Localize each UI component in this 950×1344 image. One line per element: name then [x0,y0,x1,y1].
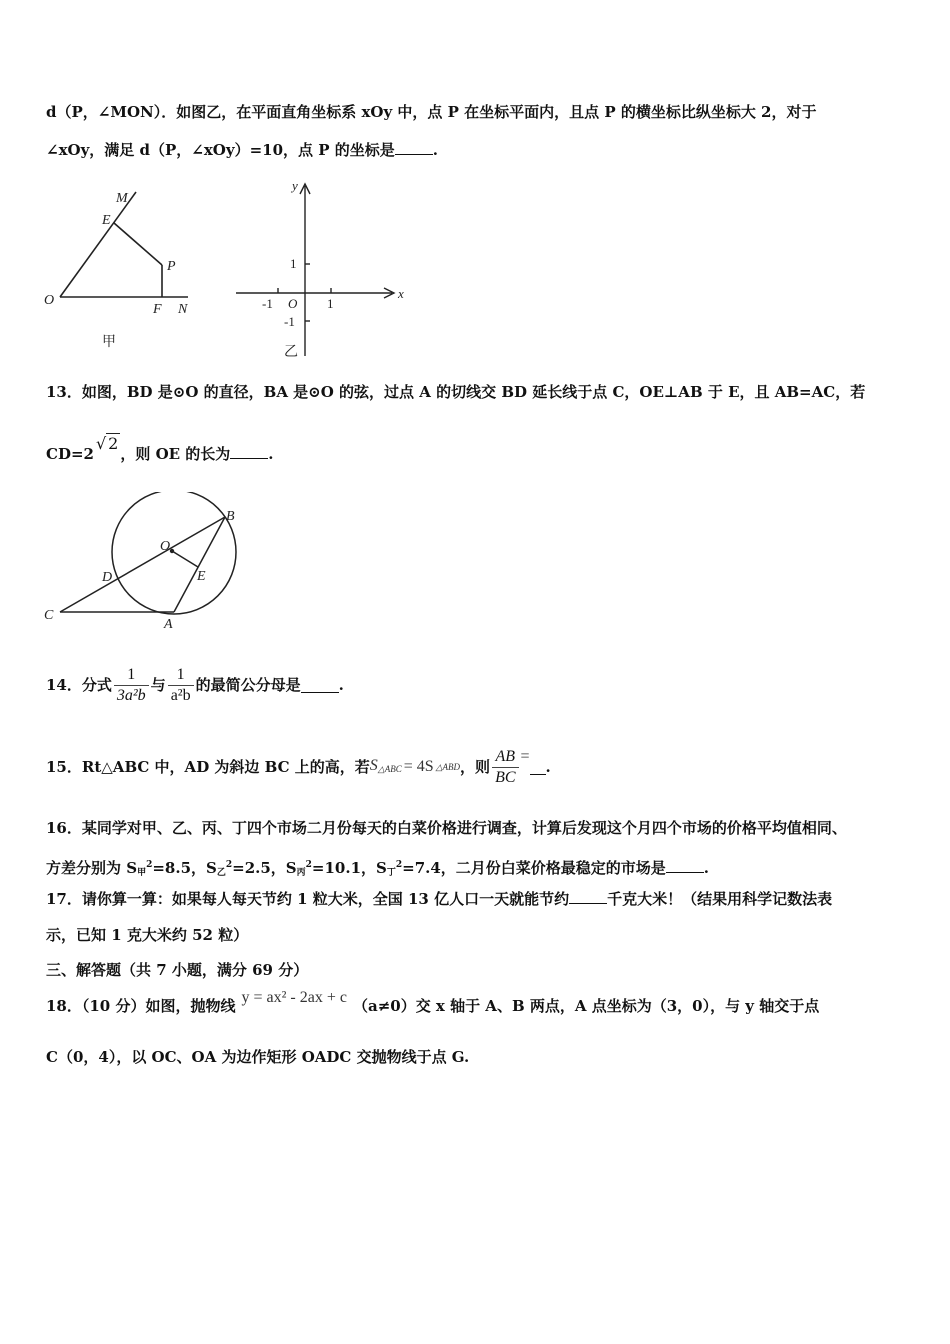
q13-line2-text: ，则 OE 的长为 [120,445,231,463]
q14-line [46,650,344,720]
sqrt-sign-icon: √ [95,434,107,453]
segment-oe [172,551,198,567]
figure-yi [232,176,412,362]
label-f: F [153,302,162,317]
figure-circle [40,492,250,634]
q15-answer-blank [530,760,546,775]
q16-part-c: =2.5，S [232,859,297,877]
label-y-one: 1 [290,256,297,271]
label-b: B [226,509,235,524]
q12-line2-text: ∠xOy，满足 d（P，∠xOy）=10，点 P 的坐标是 [46,141,395,159]
center-point [170,549,174,553]
fraction-ab-bc [492,747,518,788]
q14-connector: 与 [150,676,166,694]
caption-jia: 甲 [102,335,116,350]
sub-ding: 丁 [386,868,396,878]
label-o: O [160,539,171,554]
sub-jia: 甲 [137,868,147,878]
q18-prefix: 18．（10 分）如图，抛物线 [46,997,236,1015]
q18-line2: C（0，4），以 OC、OA 为边作矩形 OADC 交抛物线于点 G. [46,1048,470,1066]
sup-2-c: 2 [305,860,312,870]
fraction-1-den: 3a²b [114,685,149,706]
label-e: E [102,213,111,228]
s-abc-letter: S [369,756,378,774]
ray-om [60,192,136,297]
sup-2-d: 2 [395,860,403,870]
label-y-axis: y [292,178,298,193]
fraction-2-den: a²b [168,685,194,706]
figure-jia [40,182,200,354]
q13-line1: 13．如图，BD 是⊙O 的直径，BA 是⊙O 的弦，过点 A 的切线交 BD 延长线于点 C，OE⊥AB 于 E，且 AB=AC，若 [46,383,866,401]
q17-line1 [46,889,832,909]
q12-line2-end: . [432,141,438,159]
equals-four-s: = 4S [403,758,434,775]
q17-part-a: 17．请你算一算：如果每人每天节约 1 粒大米，全国 13 亿人口一天就能节约 [46,890,570,908]
fraction-bc: BC [492,767,518,788]
q14-end: . [338,676,344,694]
label-n: N [178,302,188,317]
fraction-ab: AB [495,747,516,765]
label-d: D [102,570,113,585]
sub-bing: 丙 [296,868,306,878]
q16-end: . [703,859,710,877]
sqrt-radicand: 2 [108,434,119,453]
label-x-axis: x [398,286,404,301]
q17-answer-blank [569,889,607,904]
label-c: C [44,608,54,623]
q14-prefix: 14．分式 [46,676,112,694]
q16-part-e: =7.4，二月份白菜价格最稳定的市场是 [402,859,666,877]
q15-line [46,732,551,802]
parabola-formula: y = ax² - 2ax + c [241,989,347,1006]
q16-part-a: 方差分别为 S [46,859,138,877]
q16-part-d: =10.1，S [311,859,387,877]
q15-end: . [545,758,551,776]
q16-part-b: =8.5，S [152,859,217,877]
label-o: O [44,293,55,308]
label-x-neg-one: -1 [262,296,273,311]
q12-line1: d（P，∠MON）．如图乙，在平面直角坐标系 xOy 中，点 P 在坐标平面内，且点 P 的横坐标比纵坐标大 2，对于 [46,103,817,121]
q12-line2 [46,140,438,160]
sqrt-two [96,434,120,454]
sub-yi: 乙 [216,868,226,878]
label-x-one: 1 [327,296,334,311]
q13-cd-prefix: CD=2 [46,445,94,463]
fraction-2 [168,665,194,706]
fraction-2-num: 1 [176,665,185,683]
label-m: M [116,191,128,206]
q17-line2: 示，已知 1 克大米约 52 粒） [46,926,249,944]
q16-answer-blank [666,858,704,873]
s-abc-sub: △ABC [377,763,402,774]
q18-line1 [46,989,820,1017]
equals-sign: = [520,748,530,765]
q13-line2 [46,434,274,464]
q12-answer-blank [395,140,433,155]
q17-part-b: 千克大米！（结果用科学记数法表 [607,890,833,908]
s-abc [370,756,402,779]
sup-2-a: 2 [146,860,153,870]
fraction-1-num: 1 [127,665,136,683]
fraction-1 [114,665,149,706]
caption-yi: 乙 [284,345,298,360]
label-e: E [197,569,206,584]
q14-suffix: 的最简公分母是 [195,676,301,694]
q18-suffix: （a≠0）交 x 轴于 A、B 两点，A 点坐标为（3，0），与 y 轴交于点 [352,997,820,1015]
s-abd-sub: △ABD [435,762,461,772]
q14-answer-blank [301,678,339,693]
segment-pe [114,223,162,265]
label-origin: O [288,296,298,311]
label-a: A [164,617,173,632]
q15-prefix: 15．Rt△ABC 中，AD 为斜边 BC 上的高，若 [46,758,370,776]
label-y-neg-one: -1 [284,314,295,329]
section-heading: 三、解答题（共 7 小题，满分 69 分） [46,961,309,979]
q13-answer-blank [230,444,268,459]
label-p: P [167,259,176,274]
q15-then: ，则 [460,758,491,776]
q16-line1: 16．某同学对甲、乙、丙、丁四个市场二月份每天的白菜价格进行调查，计算后发现这个月四个市场的价格平均值相同、 [46,819,847,837]
sup-2-b: 2 [225,860,233,870]
q13-line2-end: . [268,445,274,463]
q16-line2 [46,855,709,883]
